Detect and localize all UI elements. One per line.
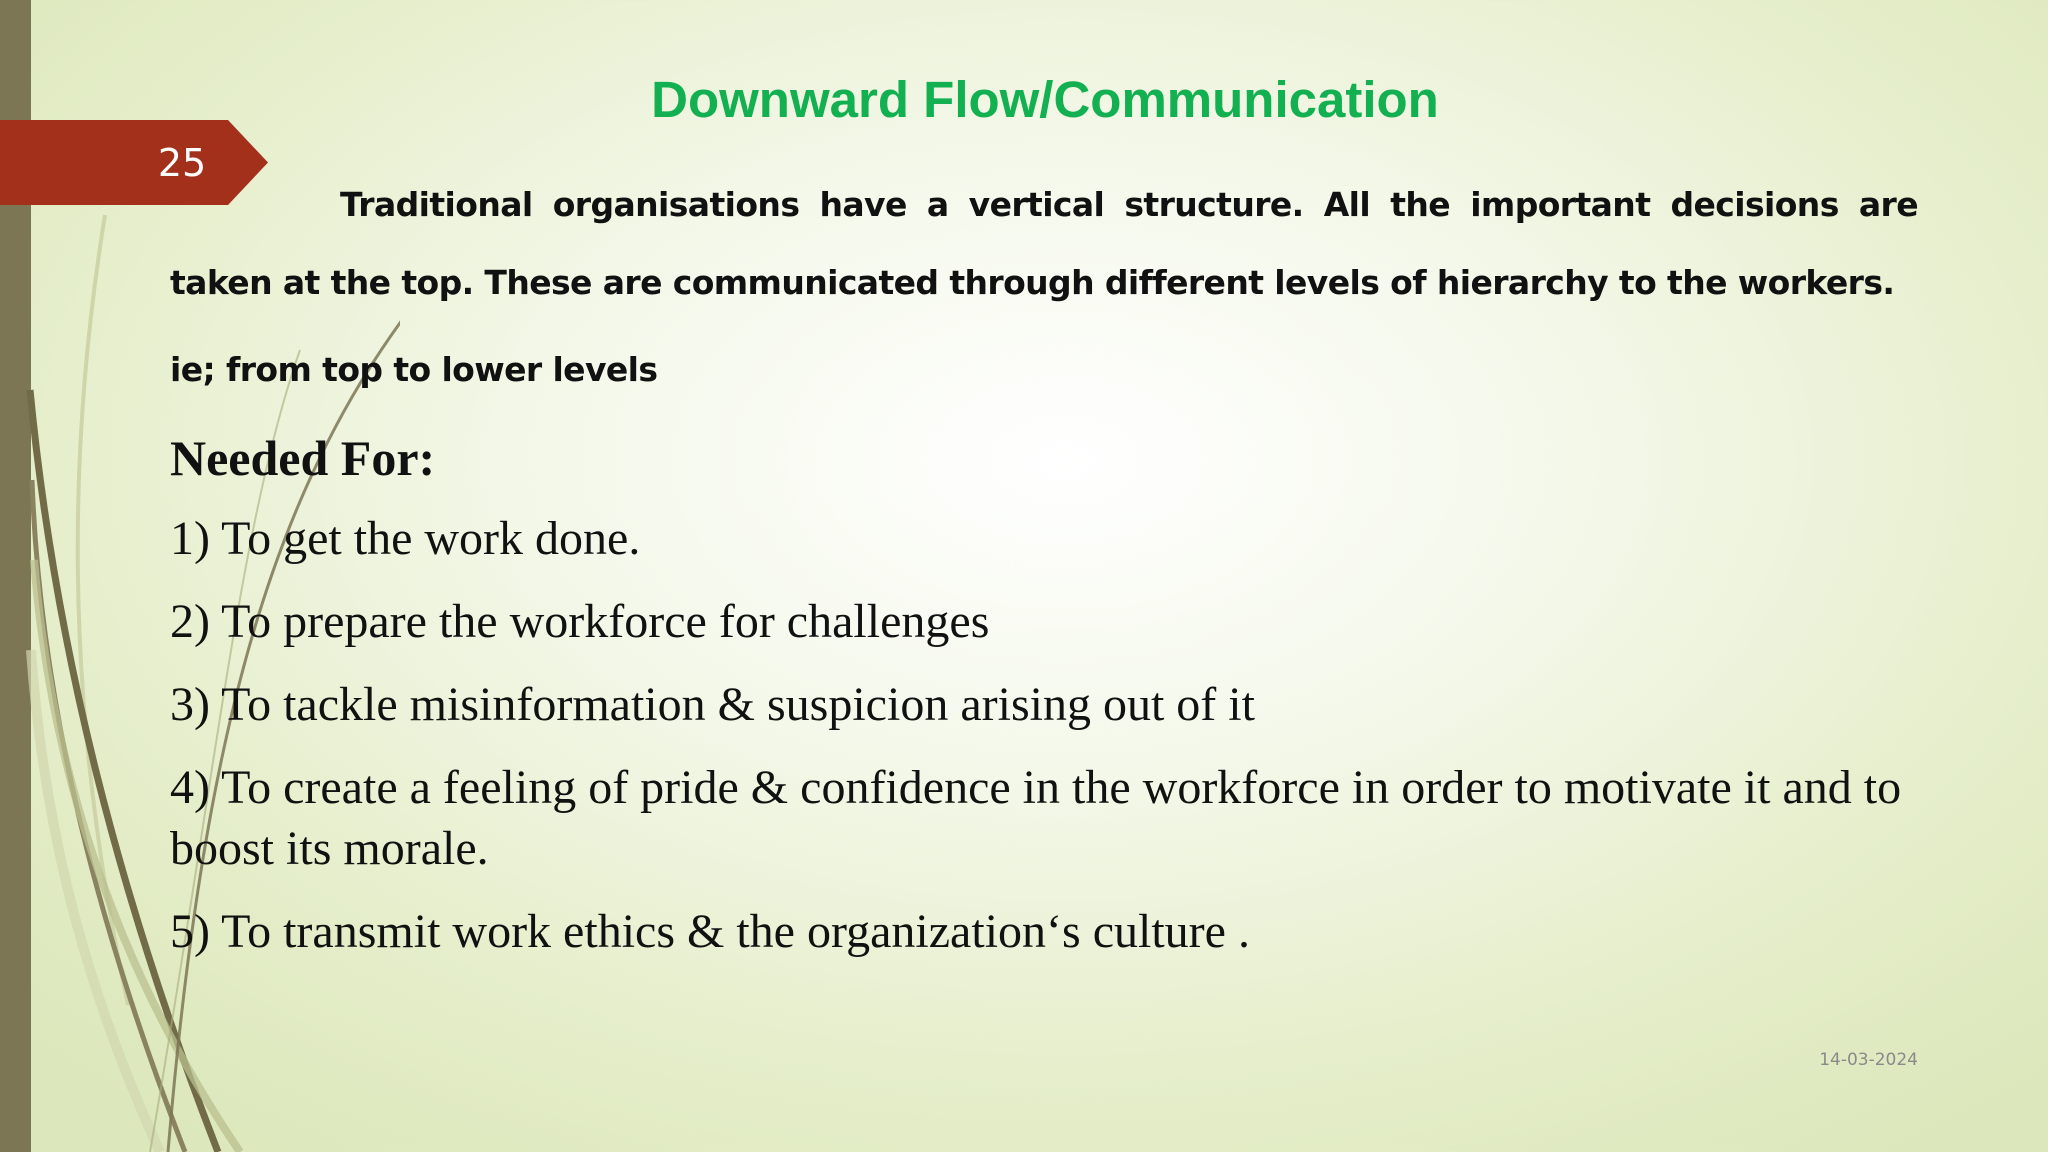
list-item: 1) To get the work done. [170,512,641,565]
slide-title: Downward Flow/Communication [651,71,1439,128]
intro-paragraph: Traditional organisations have a vertical structure. All the important decisions are taken at the top. These are communicated through different levels of hierarchy to the workers. [170,185,1918,302]
needed-for-heading: Needed For: [170,430,436,486]
slide-number: 25 [157,141,207,185]
needs-list [170,508,1930,984]
list-item: 4) To create a feeling of pride & confidence in the workforce in order to motivate it and to boost its morale. [170,761,1902,875]
list-item: 2) To prepare the workforce for challenges [170,595,990,648]
list-item: 5) To transmit work ethics & the organization‘s culture . [170,905,1250,958]
list-item: 3) To tackle misinformation & suspicion arising out of it [170,678,1255,731]
direction-note: ie; from top to lower levels [170,350,658,389]
slide-date: 14-03-2024 [1819,1050,1918,1070]
